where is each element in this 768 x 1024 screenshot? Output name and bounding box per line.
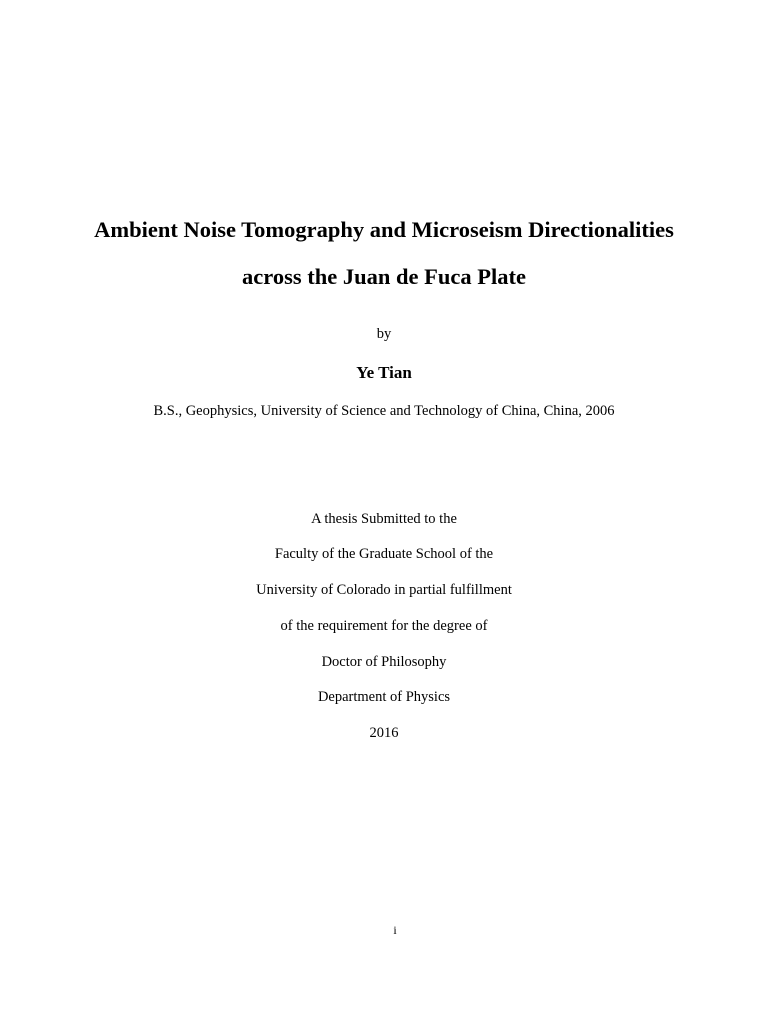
submission-line: University of Colorado in partial fulfillment bbox=[256, 582, 512, 598]
department-name: Department of Physics bbox=[317, 689, 451, 705]
submission-line: of the requirement for the degree of bbox=[280, 618, 488, 634]
submission-line: Faculty of the Graduate School of the bbox=[274, 546, 494, 562]
thesis-title-line-2: across the Juan de Fuca Plate bbox=[242, 264, 526, 289]
degree-name: Doctor of Philosophy bbox=[321, 654, 447, 670]
author-name: Ye Tian bbox=[356, 363, 412, 382]
submission-line: A thesis Submitted to the bbox=[311, 511, 457, 527]
prior-degree: B.S., Geophysics, University of Science and Technology of China, China, 2006 bbox=[153, 403, 615, 419]
submission-year: 2016 bbox=[369, 725, 399, 741]
page-number: i bbox=[393, 923, 397, 937]
thesis-title-line-1: Ambient Noise Tomography and Microseism Directionalities bbox=[94, 217, 674, 242]
by-label: by bbox=[376, 326, 392, 342]
